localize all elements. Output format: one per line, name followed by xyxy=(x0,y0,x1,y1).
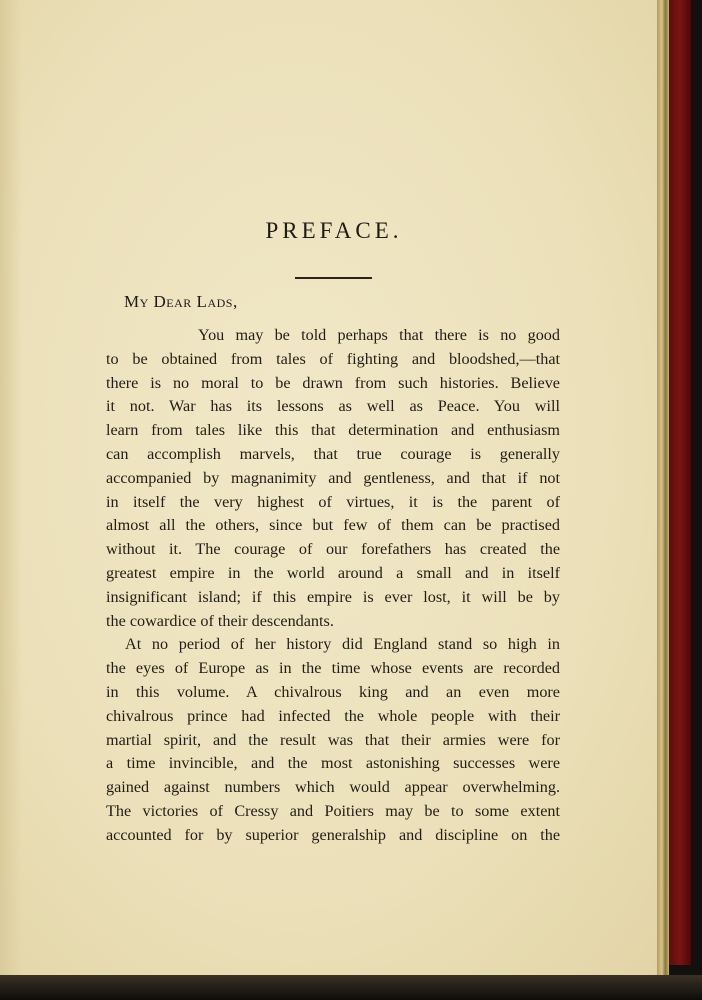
text-line: The victories of Cressy and Poitiers may be to some extent xyxy=(106,801,560,820)
red-book-binding xyxy=(669,0,691,965)
text-line: without it. The courage of our forefathers has created the xyxy=(106,540,560,559)
text-line: the eyes of Europe as in the time whose events are recorded xyxy=(106,659,560,678)
preface-body xyxy=(106,324,560,848)
page-left-edge xyxy=(0,0,22,978)
page-title: PREFACE. xyxy=(265,218,403,243)
text-line: in itself the very highest of virtues, it is the parent of xyxy=(106,492,560,511)
text-line: martial spirit, and the result was that their armies were for xyxy=(106,730,560,749)
text-line: can accomplish marvels, that true courage is generally xyxy=(106,444,560,463)
text-line: insignificant island; if this empire is ever lost, it will be by xyxy=(106,587,560,606)
text-line: the cowardice of their descendants. xyxy=(106,611,334,630)
title-rule xyxy=(295,277,372,279)
text-line: accounted for by superior generalship and discipline on the xyxy=(106,825,560,844)
text-line: chivalrous prince had infected the whole people with their xyxy=(106,706,560,725)
text-line: greatest empire in the world around a small and in itself xyxy=(106,563,560,582)
text-line: gained against numbers which would appear overwhelming. xyxy=(106,778,560,797)
page-edges xyxy=(657,0,669,975)
bottom-shadow xyxy=(0,975,702,1000)
text-line: in this volume. A chivalrous king and an even more xyxy=(106,682,560,701)
text-line: almost all the others, since but few of them can be practised xyxy=(106,516,560,535)
text-line: there is no moral to be drawn from such histories. Believe xyxy=(106,373,560,392)
salutation: My Dear Lads, xyxy=(124,292,238,311)
text-line: You may be told perhaps that there is no good xyxy=(198,326,560,344)
text-line: At no period of her history did England stand so high in xyxy=(125,635,560,654)
text-line: it not. War has its lessons as well as Peace. You will xyxy=(106,397,560,416)
text-line: to be obtained from tales of fighting and bloodshed,—that xyxy=(106,349,560,368)
text-line: learn from tales like this that determination and enthusiasm xyxy=(106,421,560,440)
text-line: accompanied by magnanimity and gentleness, and that if not xyxy=(106,468,560,487)
text-line: a time invincible, and the most astonishing successes were xyxy=(106,754,560,773)
